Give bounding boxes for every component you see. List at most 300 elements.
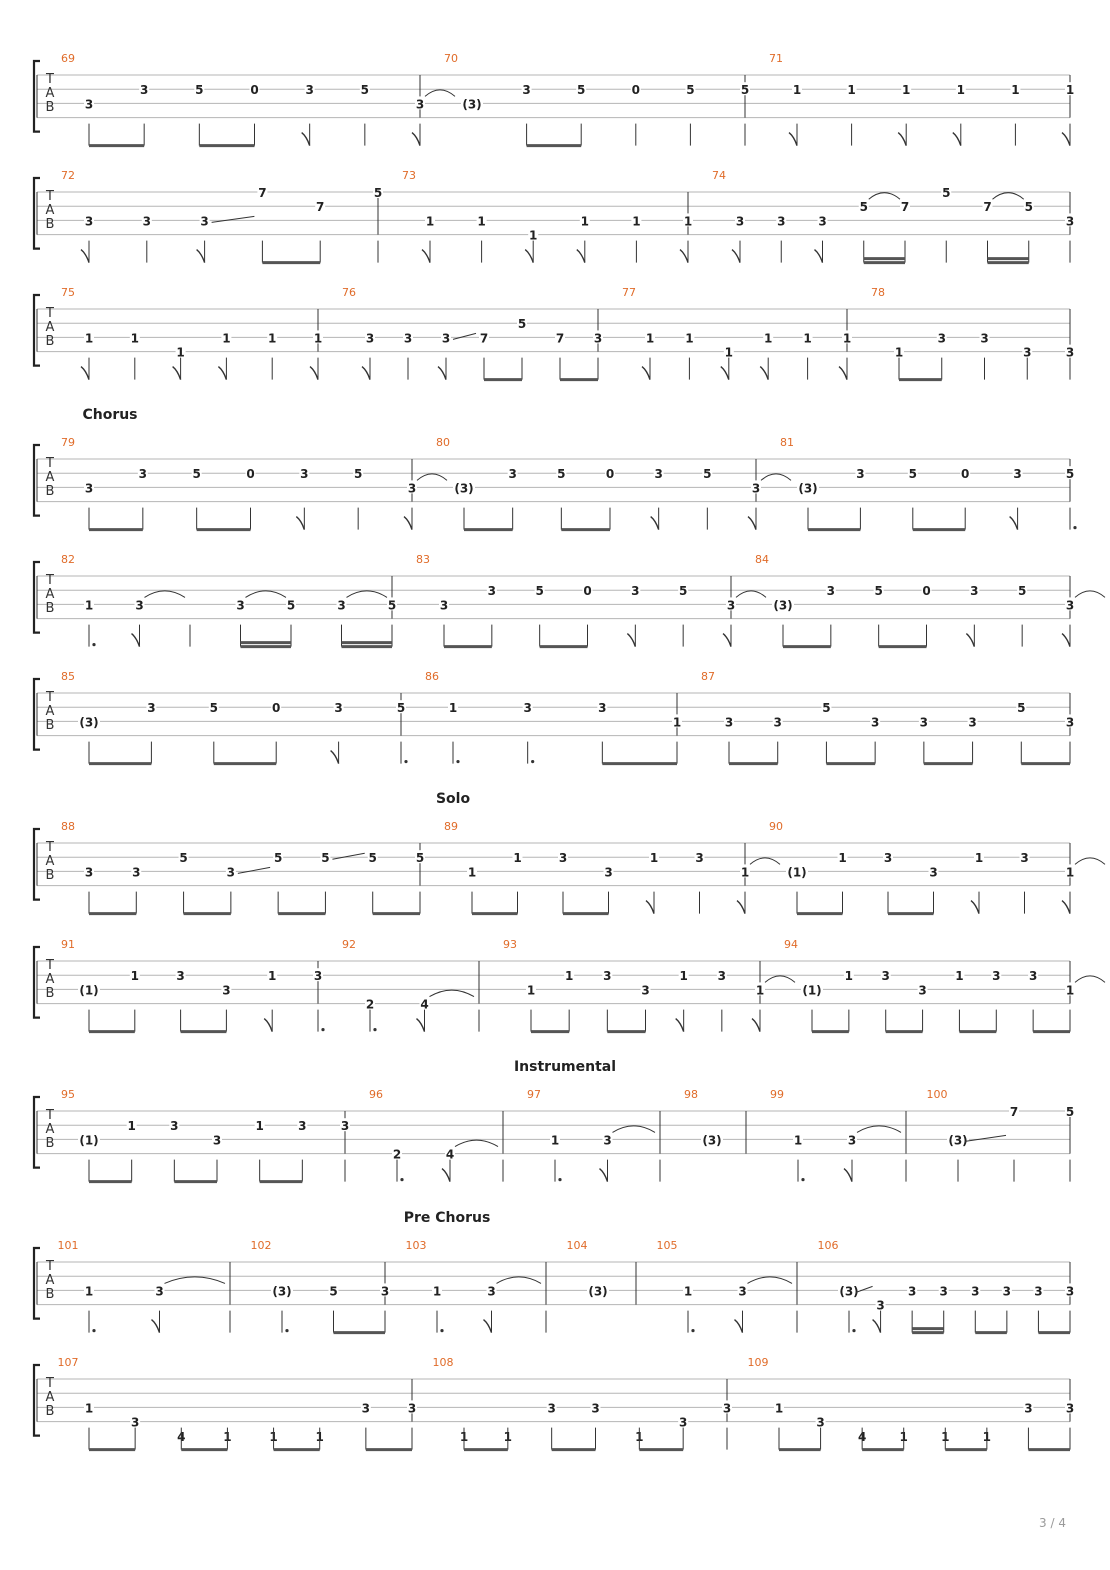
tab-clef-letter: A xyxy=(45,1390,55,1405)
fret-number: 3 xyxy=(968,715,977,730)
tab-clef-letter: T xyxy=(46,72,54,87)
fret-number: 3 xyxy=(593,331,603,346)
tie-arc xyxy=(145,591,186,598)
fret-number: 1 xyxy=(645,331,655,346)
measure-number: 87 xyxy=(701,670,715,683)
tab-clef-letter: B xyxy=(45,718,55,733)
dot xyxy=(92,643,95,646)
fret-number: 3 xyxy=(176,969,185,984)
fret-number: 1 xyxy=(685,331,694,346)
measure-number: 77 xyxy=(622,286,636,299)
fret-number: 5 xyxy=(415,851,425,866)
fret-number: 3 xyxy=(407,481,417,496)
eighth-flag xyxy=(748,517,756,530)
fret-number: 5 xyxy=(1017,584,1027,599)
fret-number: 0 xyxy=(922,584,931,599)
eighth-flag xyxy=(577,250,585,263)
fret-number: 7 xyxy=(900,200,910,215)
measure-100 xyxy=(927,1088,1076,1182)
eighth-flag xyxy=(81,250,89,263)
eighth-flag xyxy=(362,367,370,380)
dot xyxy=(440,1329,443,1332)
fret-number: 3 xyxy=(84,865,94,880)
dot xyxy=(691,1329,694,1332)
fret-number: 3 xyxy=(1065,715,1075,730)
fret-number: 3 xyxy=(1065,214,1075,229)
eighth-flag xyxy=(81,367,89,380)
eighth-flag xyxy=(1062,634,1070,647)
tab-clef-letter: T xyxy=(46,456,54,471)
tab-clef-letter: B xyxy=(45,601,55,616)
fret-number: 5 xyxy=(678,584,688,599)
dot xyxy=(285,1329,288,1332)
fret-number: 1 xyxy=(679,969,688,984)
measure-102 xyxy=(251,1239,391,1333)
fret-number: 5 xyxy=(874,584,883,599)
fret-number: 1 xyxy=(448,701,458,716)
measure-93 xyxy=(503,938,795,1032)
fret-number: 3 xyxy=(881,969,890,984)
fret-number: 1 xyxy=(902,83,911,98)
fret-number: 3 xyxy=(522,83,531,98)
eighth-flag xyxy=(723,634,731,647)
fret-number: 3 xyxy=(403,331,413,346)
measure-107 xyxy=(58,1356,418,1450)
measure-82 xyxy=(61,553,397,647)
fret-number: (3) xyxy=(588,1284,608,1299)
fret-number: 3 xyxy=(816,1415,825,1430)
fret-number: 3 xyxy=(826,584,836,599)
fret-number: 3 xyxy=(139,83,149,98)
tab-clef-letter: T xyxy=(46,840,54,855)
measure-95 xyxy=(61,1088,350,1182)
fret-number: 1 xyxy=(941,1429,950,1444)
measure-109 xyxy=(748,1356,1076,1450)
measure-70 xyxy=(444,52,750,146)
fret-number: 1 xyxy=(477,214,486,229)
fret-number: 5 xyxy=(353,467,363,482)
fret-number: 5 xyxy=(942,186,951,200)
tie-arc xyxy=(613,1126,656,1133)
fret-number: 2 xyxy=(365,997,375,1012)
measure-74 xyxy=(712,169,1075,263)
fret-number: 0 xyxy=(631,83,640,98)
fret-number: 3 xyxy=(305,83,314,98)
fret-number: 1 xyxy=(683,214,693,229)
measure-number: 71 xyxy=(769,52,783,65)
measure-number: 72 xyxy=(61,169,75,182)
fret-number: 1 xyxy=(1065,983,1075,998)
eighth-flag xyxy=(1062,901,1070,914)
fret-number: 1 xyxy=(632,214,641,229)
fret-number: 3 xyxy=(678,1415,688,1430)
eighth-flag xyxy=(680,250,688,263)
fret-number: 3 xyxy=(1024,1401,1033,1416)
fret-number: 5 xyxy=(273,851,283,866)
measure-number: 102 xyxy=(250,1239,272,1252)
measure-97 xyxy=(527,1088,660,1182)
fret-number: 2 xyxy=(392,1147,402,1162)
fret-number: 3 xyxy=(407,1401,417,1416)
slide-line xyxy=(965,1135,1006,1141)
fret-number: 3 xyxy=(631,584,640,599)
fret-number: 5 xyxy=(1065,467,1075,482)
eighth-flag xyxy=(404,517,412,530)
tie-arc xyxy=(1075,591,1105,598)
fret-number: 3 xyxy=(365,331,375,346)
measure-number: 104 xyxy=(566,1239,588,1252)
measure-75 xyxy=(61,286,323,380)
fret-number: 3 xyxy=(717,969,727,984)
eighth-flag xyxy=(412,133,420,146)
fret-number: 5 xyxy=(396,701,406,716)
dot xyxy=(456,760,459,763)
fret-number: 3 xyxy=(726,598,736,613)
fret-number: (3) xyxy=(462,97,482,112)
tab-clef-letter: B xyxy=(45,1287,55,1302)
fret-number: 3 xyxy=(735,214,745,229)
measure-number: 81 xyxy=(780,436,794,449)
fret-number: 3 xyxy=(937,331,946,346)
fret-number: 1 xyxy=(842,331,852,346)
tie-arc xyxy=(748,1277,793,1284)
eighth-flag xyxy=(839,367,847,380)
measure-103 xyxy=(406,1239,547,1333)
dot xyxy=(92,1329,95,1332)
fret-number: 5 xyxy=(703,467,712,482)
fret-number: 1 xyxy=(127,1119,136,1134)
tab-system xyxy=(34,1356,1075,1450)
measure-number: 108 xyxy=(432,1356,454,1369)
fret-number: 3 xyxy=(1065,345,1075,360)
fret-number: 3 xyxy=(170,1119,179,1134)
dot xyxy=(852,1329,855,1332)
eighth-flag xyxy=(651,517,659,530)
measure-83 xyxy=(416,553,766,647)
fret-number: 7 xyxy=(479,331,489,346)
fret-number: 4 xyxy=(177,1429,186,1444)
fret-number: 1 xyxy=(899,1429,908,1444)
eighth-flag xyxy=(310,367,318,380)
fret-number: 1 xyxy=(755,983,765,998)
tab-clef-letter: A xyxy=(45,320,55,335)
fret-number: 3 xyxy=(738,1284,747,1299)
fret-number: 5 xyxy=(859,200,868,215)
fret-number: 5 xyxy=(179,851,188,866)
measure-number: 96 xyxy=(369,1088,383,1101)
measure-91 xyxy=(61,938,325,1032)
eighth-flag xyxy=(197,250,205,263)
fret-number: (1) xyxy=(79,983,99,998)
fret-number: 3 xyxy=(856,467,865,482)
tie-arc xyxy=(857,1126,901,1133)
tab-system xyxy=(34,169,1075,263)
measure-94 xyxy=(784,938,1105,1032)
fret-number: 1 xyxy=(838,851,847,866)
measure-number: 80 xyxy=(436,436,450,449)
eighth-flag xyxy=(953,133,961,146)
eighth-flag xyxy=(844,1169,852,1182)
fret-number: 3 xyxy=(340,1119,350,1134)
measure-number: 105 xyxy=(656,1239,678,1252)
measure-number: 75 xyxy=(61,286,75,299)
fret-number: 5 xyxy=(686,83,695,98)
fret-number: 3 xyxy=(212,1133,222,1148)
fret-number: 5 xyxy=(286,598,296,613)
eighth-flag xyxy=(264,1019,272,1032)
fret-number: 5 xyxy=(517,317,527,332)
fret-number: 3 xyxy=(337,598,346,613)
measure-number: 82 xyxy=(61,553,75,566)
measure-108 xyxy=(433,1356,733,1450)
measure-number: 92 xyxy=(342,938,356,951)
tab-clef-letter: T xyxy=(46,306,54,321)
fret-number: 0 xyxy=(583,584,592,599)
fret-number: 3 xyxy=(604,865,613,880)
fret-number: 1 xyxy=(683,1284,693,1299)
measure-106 xyxy=(818,1239,1076,1333)
fret-number: 3 xyxy=(1065,598,1075,613)
measure-number: 99 xyxy=(770,1088,784,1101)
tab-clef-letter: B xyxy=(45,868,55,883)
measure-number: 76 xyxy=(342,286,356,299)
eighth-flag xyxy=(442,1169,450,1182)
tab-clef-letter: B xyxy=(45,1136,55,1151)
fret-number: 1 xyxy=(672,715,682,730)
tie-arc xyxy=(347,591,388,598)
fret-number: 3 xyxy=(135,598,144,613)
eighth-flag xyxy=(873,1320,881,1333)
fret-number: 3 xyxy=(1065,1284,1075,1299)
measure-number: 100 xyxy=(926,1088,948,1101)
section-label: Instrumental xyxy=(513,1059,617,1075)
fret-number: 1 xyxy=(503,1429,513,1444)
fret-number: 5 xyxy=(740,83,750,98)
fret-number: 3 xyxy=(508,467,517,482)
measure-number: 106 xyxy=(817,1239,839,1252)
measure-99 xyxy=(770,1088,906,1182)
measure-85 xyxy=(61,670,408,764)
fret-number: 3 xyxy=(1065,1401,1075,1416)
tab-clef-letter: B xyxy=(45,1404,55,1419)
slide-line xyxy=(332,853,364,859)
measure-105 xyxy=(657,1239,798,1333)
fret-number: 3 xyxy=(598,701,607,716)
eighth-flag xyxy=(966,634,974,647)
eighth-flag xyxy=(152,1320,160,1333)
slide-line xyxy=(238,867,270,873)
fret-number: (3) xyxy=(454,481,474,496)
fret-number: 7 xyxy=(983,200,992,215)
fret-number: (1) xyxy=(787,865,807,880)
fret-number: 3 xyxy=(773,715,782,730)
fret-number: 7 xyxy=(258,186,267,200)
eighth-flag xyxy=(1010,517,1018,530)
eighth-flag xyxy=(331,751,339,764)
fret-number: 3 xyxy=(724,715,734,730)
fret-number: 3 xyxy=(226,865,236,880)
fret-number: 1 xyxy=(844,969,854,984)
fret-number: 3 xyxy=(603,969,612,984)
fret-number: 1 xyxy=(635,1429,644,1444)
fret-number: 3 xyxy=(558,851,568,866)
fret-number: 3 xyxy=(415,97,425,112)
tab-clef-letter: B xyxy=(45,484,55,499)
fret-number: 3 xyxy=(84,214,94,229)
tab-clef-letter: A xyxy=(45,1122,55,1137)
tab-system xyxy=(34,286,1075,380)
tie-arc xyxy=(165,1277,226,1284)
measure-101 xyxy=(58,1239,231,1333)
fret-number: 5 xyxy=(1017,701,1026,716)
measure-number: 98 xyxy=(684,1088,698,1101)
tab-system xyxy=(34,553,1105,647)
dot xyxy=(321,1028,324,1031)
fret-number: 3 xyxy=(918,983,927,998)
measure-number: 69 xyxy=(61,52,75,65)
eighth-flag xyxy=(721,367,729,380)
fret-number: 1 xyxy=(526,983,536,998)
fret-number: 1 xyxy=(268,969,277,984)
fret-number: 1 xyxy=(513,851,522,866)
fret-number: 5 xyxy=(822,701,831,716)
fret-number: 3 xyxy=(200,214,209,229)
fret-number: (1) xyxy=(802,983,822,998)
tab-clef-letter: T xyxy=(46,189,54,204)
measure-number: 78 xyxy=(871,286,885,299)
eighth-flag xyxy=(971,901,979,914)
measure-number: 107 xyxy=(57,1356,79,1369)
tab-clef-letter: B xyxy=(45,986,55,1001)
eighth-flag xyxy=(438,367,446,380)
fret-number: 5 xyxy=(557,467,566,482)
measure-number: 109 xyxy=(747,1356,769,1369)
eighth-flag xyxy=(735,1320,743,1333)
tab-clef-letter: B xyxy=(45,217,55,232)
fret-number: 1 xyxy=(222,331,231,346)
fret-number: 4 xyxy=(857,1429,867,1444)
eighth-flag xyxy=(422,250,430,263)
fret-number: 1 xyxy=(130,331,139,346)
tie-arc xyxy=(246,591,287,598)
fret-number: (3) xyxy=(272,1284,292,1299)
fret-number: 1 xyxy=(313,331,323,346)
fret-number: 3 xyxy=(222,983,231,998)
tab-clef-letter: T xyxy=(46,1108,54,1123)
fret-number: 1 xyxy=(564,969,574,984)
measure-number: 88 xyxy=(61,820,75,833)
eighth-flag xyxy=(898,133,906,146)
tie-arc xyxy=(761,474,791,481)
dot xyxy=(801,1178,804,1181)
measure-77 xyxy=(622,286,852,380)
fret-number: 5 xyxy=(577,83,586,98)
fret-number: 3 xyxy=(1020,851,1029,866)
measure-78 xyxy=(871,286,1075,380)
fret-number: 3 xyxy=(142,214,151,229)
fret-number: 1 xyxy=(974,851,984,866)
measure-number: 70 xyxy=(444,52,458,65)
measure-87 xyxy=(701,670,1075,764)
dot xyxy=(1073,526,1076,529)
fret-number: (1) xyxy=(79,1133,99,1148)
measure-number: 79 xyxy=(61,436,75,449)
eighth-flag xyxy=(417,1019,425,1032)
tab-clef-letter: T xyxy=(46,1259,54,1274)
fret-number: 3 xyxy=(138,467,148,482)
fret-number: 3 xyxy=(939,1284,948,1299)
fret-number: 1 xyxy=(550,1133,560,1148)
slide-line xyxy=(212,216,255,222)
tab-clef-letter: A xyxy=(45,1273,55,1288)
tab-system xyxy=(34,938,1105,1032)
tab-clef-letter: A xyxy=(45,972,55,987)
measure-number: 83 xyxy=(416,553,430,566)
fret-number: 3 xyxy=(818,214,827,229)
eighth-flag xyxy=(760,367,768,380)
fret-number: 5 xyxy=(321,851,330,866)
measure-number: 73 xyxy=(402,169,416,182)
eighth-flag xyxy=(642,367,650,380)
measure-79 xyxy=(61,436,447,530)
fret-number: 3 xyxy=(980,331,989,346)
tab-clef-letter: A xyxy=(45,704,55,719)
fret-number: 5 xyxy=(387,598,397,613)
fret-number: 5 xyxy=(1024,200,1033,215)
fret-number: 1 xyxy=(459,1429,469,1444)
fret-number: 1 xyxy=(847,83,856,98)
fret-number: 3 xyxy=(132,865,141,880)
eighth-flag xyxy=(296,517,304,530)
tie-arc xyxy=(417,474,447,481)
fret-number: 1 xyxy=(529,228,538,243)
eighth-flag xyxy=(732,250,740,263)
fret-number: 3 xyxy=(313,969,323,984)
fret-number: (3) xyxy=(702,1133,722,1148)
fret-number: 3 xyxy=(1028,969,1038,984)
fret-number: 3 xyxy=(870,715,880,730)
fret-number: (3) xyxy=(79,715,99,730)
fret-number: 7 xyxy=(316,200,325,215)
dot xyxy=(373,1028,376,1031)
fret-number: 1 xyxy=(467,865,477,880)
fret-number: 3 xyxy=(654,467,663,482)
measure-number: 89 xyxy=(444,820,458,833)
fret-number: 1 xyxy=(315,1429,324,1444)
fret-number: 3 xyxy=(919,715,929,730)
fret-number: 7 xyxy=(555,331,565,346)
tab-system xyxy=(34,1088,1075,1182)
fret-number: 5 xyxy=(195,83,204,98)
fret-number: 1 xyxy=(649,851,659,866)
tab-system xyxy=(34,670,1075,764)
fret-number: 3 xyxy=(929,865,938,880)
fret-number: 0 xyxy=(246,467,255,482)
eighth-flag xyxy=(484,1320,492,1333)
fret-number: 1 xyxy=(255,1119,264,1134)
measure-80 xyxy=(436,436,791,530)
fret-number: 1 xyxy=(84,331,94,346)
fret-number: 1 xyxy=(223,1429,232,1444)
tab-clef-letter: A xyxy=(45,86,55,101)
measure-92 xyxy=(342,938,479,1032)
eighth-flag xyxy=(646,901,654,914)
tie-arc xyxy=(750,858,780,865)
measure-88 xyxy=(61,820,425,914)
fret-number: 1 xyxy=(956,83,965,98)
measure-number: 74 xyxy=(712,169,726,182)
fret-number: 0 xyxy=(272,701,281,716)
